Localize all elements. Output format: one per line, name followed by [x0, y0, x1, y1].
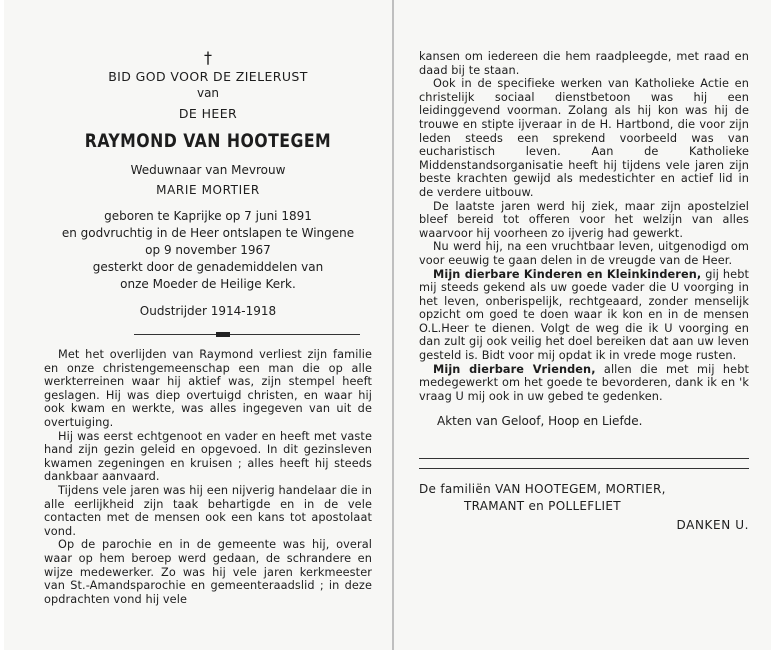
de-heer: DE HEER [178, 106, 238, 121]
strengthened-text-2: onze Moeder de Heilige Kerk. [120, 277, 296, 291]
spouse-name: MARIE MORTIER [156, 183, 260, 197]
deceased-name: RAYMOND VAN HOOTEGEM [84, 130, 332, 152]
paragraph: Tijdens vele jaren was hij een nijverig handelaar die in alle eerlijkheid zijn taak behartigde en in de vele contacten met de mensen ook een kans tot apostolaat vond. [44, 483, 372, 538]
families-line-2: TRAMANT en POLLEFLIET [464, 499, 621, 514]
left-body [44, 348, 372, 606]
right-panel [419, 50, 749, 534]
veteran-text: Oudstrijder 1914-1918 [139, 304, 277, 318]
children-address: Mijn dierbare Kinderen en Kleinkinderen, [433, 267, 702, 281]
paragraph: Hij was eerst echtgenoot en vader en heeft met vaste hand zijn gezin geleid en opgevoed. In dit gezinsleven kwamen zegeningen en kruisen ; alles heeft hij steeds dankbaar aanvaard. [44, 429, 372, 484]
paragraph: Nu werd hij, na een vruchtbaar leven, uitgenodigd om voor eeuwig te gaan delen in de vreugde van de Heer. [419, 240, 749, 267]
van-text: van [196, 86, 220, 100]
strengthened-text-1: gesterkt door de genademiddelen van [92, 260, 324, 274]
widower-text: Weduwnaar van Mevrouw [130, 163, 286, 177]
friends-paragraph [419, 363, 749, 404]
children-paragraph [419, 268, 749, 363]
acts-text: Akten van Geloof, Hoop en Liefde. [437, 414, 643, 429]
born-text: geboren te Kaprijke op 7 juni 1891 [104, 209, 312, 223]
friends-address: Mijn dierbare Vrienden, [433, 362, 596, 376]
left-panel [44, 48, 372, 606]
paragraph: Met het overlijden van Raymond verliest zijn familie en onze christengemeenschap een man die op alle werkterreinen waar hij aktief was, zijn stempel heeft geslagen. Hij was diep overtuigd christen, en waar hij ook kwam en werkte, was alles ingegeven van uit de overtuiging. [44, 348, 372, 429]
paragraph: kansen om iedereen die hem raadpleegde, met raad en daad bij te staan. [419, 50, 749, 77]
separator [44, 330, 372, 340]
families-line-1: De familiën VAN HOOTEGEM, MORTIER, [419, 482, 666, 497]
heading: BID GOD VOOR DE ZIELERUST [108, 69, 308, 84]
paragraph: Op de parochie en in de gemeente was hij, overal waar op hem beroep werd gedaan, de schrandere en wijze medewerker. Zo was hij vele jaren kerkmeester van St.-Amandsparochie en gemeenteraadslid ; in deze opdrachten vond hij vele [44, 538, 372, 606]
divider-line-1 [419, 458, 749, 459]
cross-icon: † [204, 48, 212, 67]
card-fold [392, 0, 394, 650]
children-text: gij hebt mij steeds gekend als uw goede vader die U voorging in het leven, onberispelijk, rechtgeaard, zonder menselijk opzicht om goed te doen waar ik kon en in de mensen O.L.Heer te dienen. Volgt de weg die ik U voorging en dan zult gij ook veilig het doel bereiken dat aan uw leven gesteld is. Bidt voor mij opdat ik in vrede moge rusten. [419, 267, 749, 363]
thanks-text: DANKEN U. [676, 518, 749, 533]
memorial-card [4, 0, 771, 650]
separator-line [134, 334, 360, 335]
paragraph: Ook in de specifieke werken van Katholieke Actie en christelijk sociaal dienstbetoon was hij een leidinggevend voorman. Zolang als hij kon was hij de trouwe en stipte ijveraar in de H. Hartbond, die voor zijn leden steeds een sprekend voorbeeld was van eucharistisch leven. Aan de Katholieke Middenstandsorganisatie heeft hij tijdens vele jaren zijn beste krachten gewijd als medestichter en actief lid in de verdere uitbouw. [419, 77, 749, 199]
friends-text: allen die met mij hebt medegewerkt om het goede te bevorderen, dank ik en 'k vraag U mij ook in uw gebed te gedenken. [419, 362, 749, 403]
separator-mark [216, 332, 230, 337]
paragraph: De laatste jaren werd hij ziek, maar zijn apostelziel bleef bereid tot offeren voor het welzijn van alles waarvoor hij voorheen zo ijverig had gewerkt. [419, 199, 749, 240]
divider-line-2 [419, 468, 749, 469]
died-text-2: op 9 november 1967 [145, 243, 271, 257]
died-text-1: en godvruchtig in de Heer ontslapen te Wingene [61, 226, 355, 240]
right-body [419, 50, 749, 403]
